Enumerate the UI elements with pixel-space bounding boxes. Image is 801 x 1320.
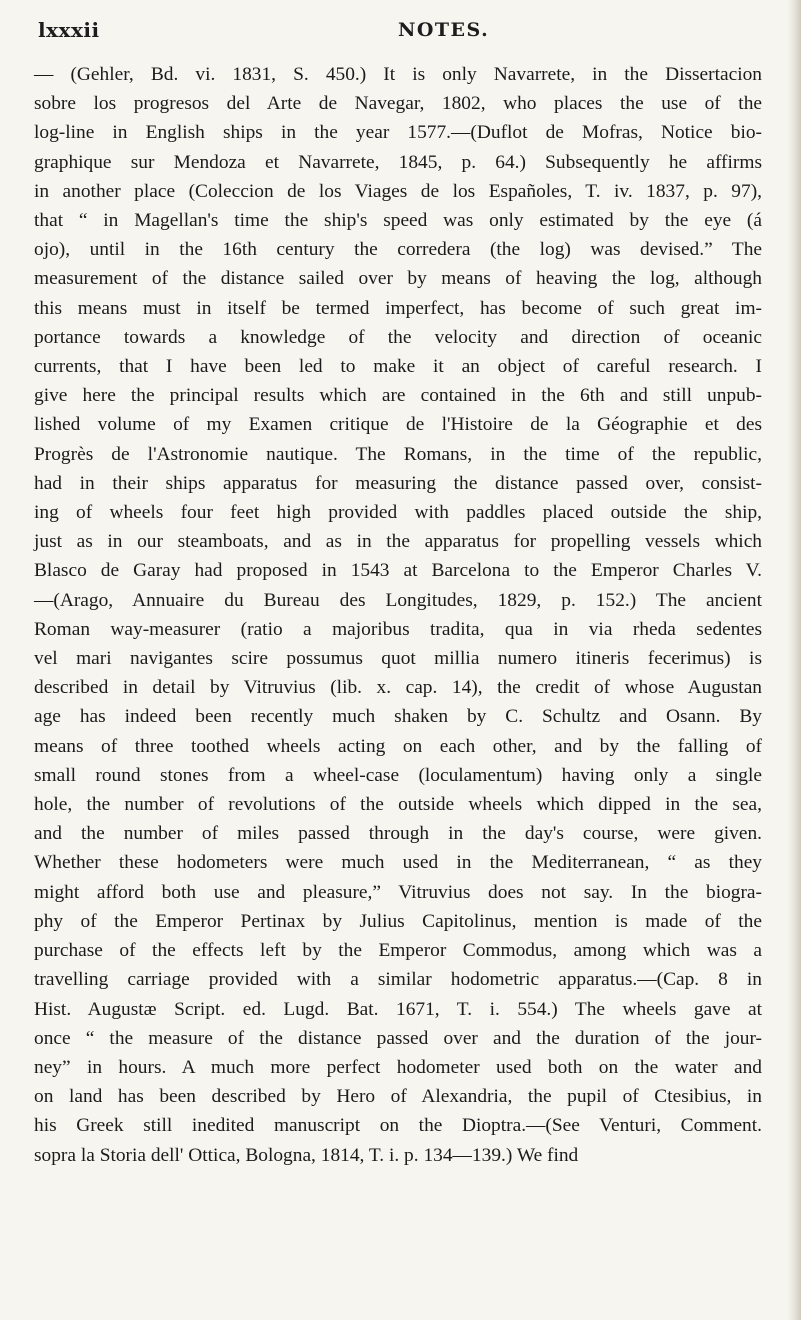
text-line: — (Gehler, Bd. vi. 1831, S. 450.) It is only Navarrete, in the Dissertacion — [34, 64, 762, 85]
text-line: once “ the measure of the distance passed over and the duration of the jour- — [34, 1027, 762, 1049]
text-line: phy of the Emperor Pertinax by Julius Capitolinus, mention is made of the — [34, 910, 762, 932]
text-line: currents, that I have been led to make it an object of careful research. I — [34, 356, 762, 378]
text-line: ing of wheels four feet high provided with paddles placed outside the ship, — [34, 502, 762, 524]
text-line: means of three toothed wheels acting on each other, and by the falling of — [34, 735, 762, 757]
notes-body-text — [34, 60, 762, 1170]
page-header — [38, 18, 768, 58]
text-line: that “ in Magellan's time the ship's speed was only estimated by the eye (á — [34, 210, 762, 232]
text-line: lished volume of my Examen critique de l'Histoire de la Géographie et des — [34, 414, 762, 436]
text-line: Hist. Augustæ Script. ed. Lugd. Bat. 1671, T. i. 554.) The wheels gave at — [34, 998, 762, 1020]
text-line: ojo), until in the 16th century the corredera (the log) was devised.” The — [34, 239, 762, 261]
text-line: sopra la Storia dell' Ottica, Bologna, 1814, T. i. p. 134—139.) We find — [34, 1144, 579, 1166]
text-line: described in detail by Vitruvius (lib. x. cap. 14), the credit of whose Augustan — [34, 677, 762, 699]
text-line: vel mari navigantes scire possumus quot millia numero itineris fecerimus) is — [34, 648, 762, 670]
text-line: just as in our steamboats, and as in the apparatus for propelling vessels which — [34, 531, 762, 553]
text-line: give here the principal results which are contained in the 6th and still unpub- — [34, 385, 762, 407]
text-line: —(Arago, Annuaire du Bureau des Longitudes, 1829, p. 152.) The ancient — [34, 589, 762, 611]
text-line: Progrès de l'Astronomie nautique. The Romans, in the time of the republic, — [34, 443, 762, 465]
text-line: sobre los progresos del Arte de Navegar, 1802, who places the use of the — [34, 93, 762, 115]
text-line: graphique sur Mendoza et Navarrete, 1845, p. 64.) Subsequently he affirms — [34, 151, 762, 173]
page-number: lxxxii — [38, 18, 100, 42]
running-title: NOTES. — [398, 19, 490, 41]
text-line: purchase of the effects left by the Emperor Commodus, among which was a — [34, 940, 762, 962]
text-line: Roman way-measurer (ratio a majoribus tradita, qua in via rheda sedentes — [34, 618, 762, 640]
text-line: might afford both use and pleasure,” Vitruvius does not say. In the biogra- — [34, 881, 762, 903]
text-line: this means must in itself be termed imperfect, has become of such great im- — [34, 297, 762, 319]
text-line: portance towards a knowledge of the velocity and direction of oceanic — [34, 326, 762, 348]
text-line: on land has been described by Hero of Alexandria, the pupil of Ctesibius, in — [34, 1086, 762, 1108]
text-line: in another place (Coleccion de los Viages de los Españoles, T. iv. 1837, p. 97), — [34, 180, 762, 202]
text-line: age has indeed been recently much shaken by C. Schultz and Osann. By — [34, 706, 762, 728]
text-line: had in their ships apparatus for measuring the distance passed over, consist- — [34, 472, 762, 494]
page-edge-shadow — [787, 0, 801, 1320]
text-line: small round stones from a wheel-case (loculamentum) having only a single — [34, 764, 762, 786]
text-line: measurement of the distance sailed over by means of heaving the log, although — [34, 268, 762, 290]
text-line: travelling carriage provided with a similar hodometric apparatus.—(Cap. 8 in — [34, 969, 762, 991]
text-line: his Greek still inedited manuscript on the Dioptra.—(See Venturi, Comment. — [34, 1115, 762, 1137]
text-line: Blasco de Garay had proposed in 1543 at Barcelona to the Emperor Charles V. — [34, 560, 762, 582]
text-line: ney” in hours. A much more perfect hodometer used both on the water and — [34, 1056, 762, 1078]
text-line: and the number of miles passed through in the day's course, were given. — [34, 823, 762, 845]
text-line: log-line in English ships in the year 1577.—(Duflot de Mofras, Notice bio- — [34, 122, 762, 144]
text-line: Whether these hodometers were much used in the Mediterranean, “ as they — [34, 852, 762, 874]
text-line: hole, the number of revolutions of the outside wheels which dipped in the sea, — [34, 794, 762, 816]
